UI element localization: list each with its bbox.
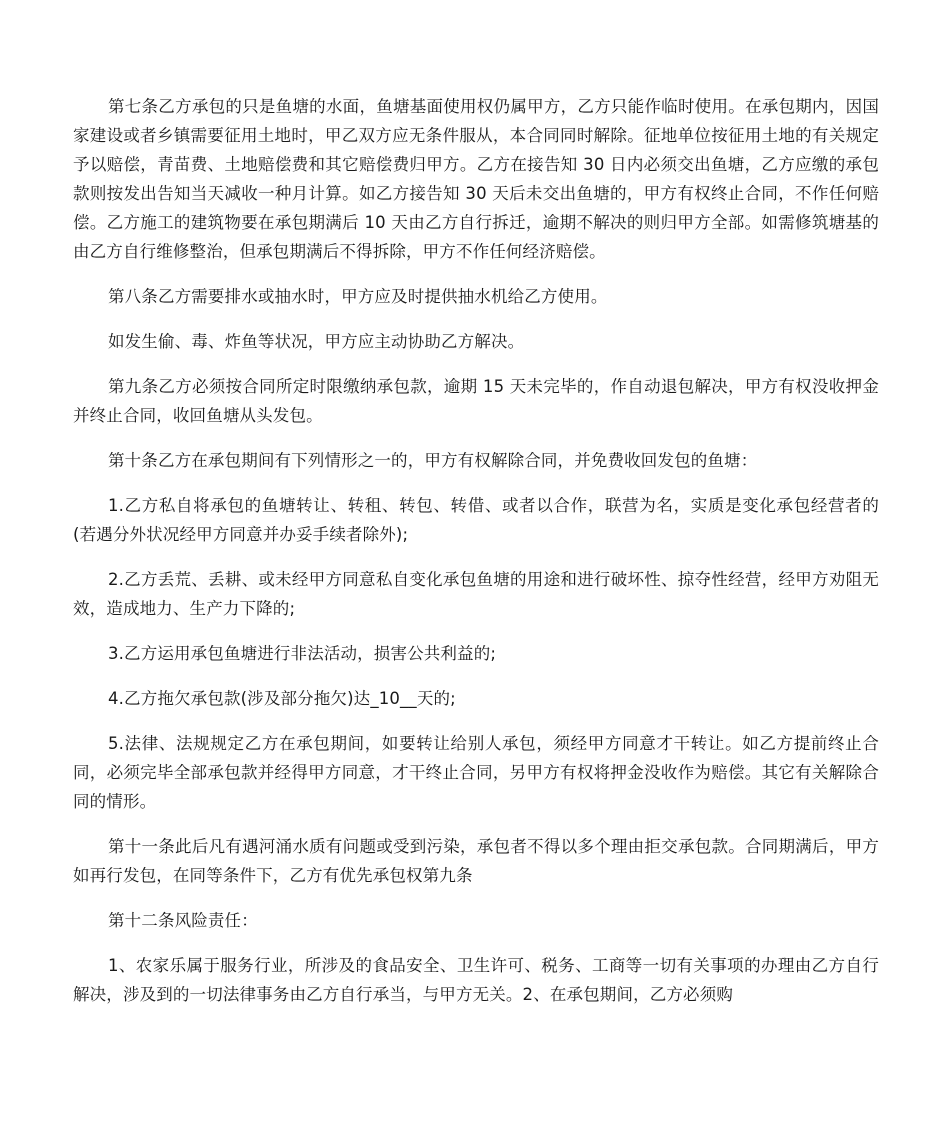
article-10-item-1: 1.乙方私自将承包的鱼塘转让、转租、转包、转借、或者以合作，联营为名，实质是变化承包经营者的(若遇分外状况经甲方同意并办妥手续者除外); [73, 496, 879, 544]
article-10-item-5: 5.法律、法规规定乙方在承包期间，如要转让给别人承包，须经甲方同意才干转让。如乙方提前终止合同，必须完毕全部承包款并经得甲方同意，才干终止合同，另甲方有权将押金没收作为赔偿。其它有关解除合同的情形。 [73, 734, 879, 811]
article-12-item-1: 1、农家乐属于服务行业，所涉及的食品安全、卫生许可、税务、工商等一切有关事项的办理由乙方自行解决，涉及到的一切法律事务由乙方自行承当，与甲方无关。2、在承包期间，乙方必须购 [73, 956, 879, 1004]
article-8-paragraph: 第八条乙方需要排水或抽水时，甲方应及时提供抽水机给乙方使用。 [108, 287, 608, 306]
article-12-heading: 第十二条风险责任： [108, 911, 258, 930]
article-7-paragraph: 第七条乙方承包的只是鱼塘的水面，鱼塘基面使用权仍属甲方，乙方只能作临时使用。在承包期内，因国家建设或者乡镇需要征用土地时，甲乙双方应无条件服从，本合同同时解除。征地单位按征用土地的有关规定予以赔偿，青苗费、土地赔偿费和其它赔偿费归甲方。乙方在接告知 30 日内必须交出鱼塘，乙方应缴的承包款则按发出告知当天减收一种月计算。如乙方接告知 30 天后未交出鱼塘的，甲方有权终止合同，不作任何赔偿。乙方施工的建筑物要在承包期满后 10 天由乙方自行拆迁，逾期不解决的则归甲方全部。如需修筑塘基的由乙方自行维修整治，但承包期满后不得拆除，甲方不作任何经济赔偿。 [73, 97, 879, 261]
article-11-paragraph: 第十一条此后凡有遇河涌水质有问题或受到污染，承包者不得以多个理由拒交承包款。合同期满后，甲方如再行发包，在同等条件下，乙方有优先承包权第九条 [73, 837, 879, 885]
fish-theft-paragraph: 如发生偷、毒、炸鱼等状况，甲方应主动协助乙方解决。 [108, 332, 525, 351]
document-body [73, 92, 879, 1025]
article-10-item-4: 4.乙方拖欠承包款(涉及部分拖欠)达_10__天的; [108, 689, 456, 708]
article-10-item-2: 2.乙方丢荒、丢耕、或未经甲方同意私自变化承包鱼塘的用途和进行破坏性、掠夺性经营，经甲方劝阻无效，造成地力、生产力下降的; [73, 570, 879, 618]
article-10-paragraph: 第十条乙方在承包期间有下列情形之一的，甲方有权解除合同，并免费收回发包的鱼塘： [108, 451, 758, 470]
article-10-item-3: 3.乙方运用承包鱼塘进行非法活动，损害公共利益的; [108, 644, 497, 663]
article-9-paragraph: 第九条乙方必须按合同所定时限缴纳承包款，逾期 15 天未完毕的，作自动退包解决，甲方有权没收押金并终止合同，收回鱼塘从头发包。 [73, 377, 879, 425]
